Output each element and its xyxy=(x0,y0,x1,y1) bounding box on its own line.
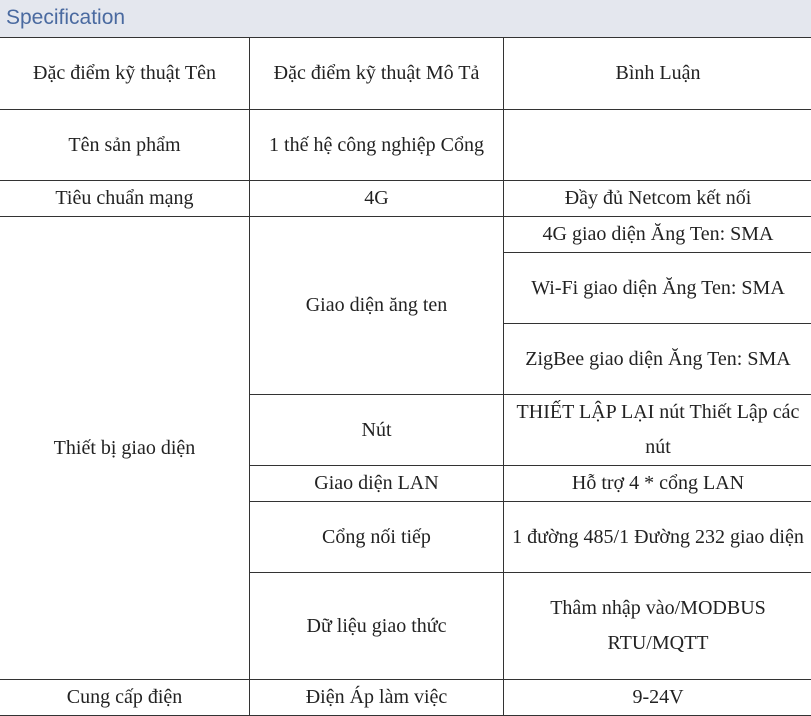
col-header-comment: Bình Luận xyxy=(504,38,811,110)
col-header-name: Đặc điểm kỹ thuật Tên xyxy=(0,38,250,110)
spec-header-bar xyxy=(0,0,811,38)
cell-antenna-interface: Giao diện ăng ten xyxy=(250,217,504,395)
cell-power-supply-description: Điện Áp làm việc xyxy=(250,680,504,716)
cell-network-standard-comment: Đầy đủ Netcom kết nối xyxy=(504,181,811,217)
cell-power-supply-comment: 9-24V xyxy=(504,680,811,716)
table-header-row xyxy=(0,38,811,110)
table-row xyxy=(0,181,811,217)
cell-network-standard-description: 4G xyxy=(250,181,504,217)
cell-serial-label: Cổng nối tiếp xyxy=(250,502,504,573)
cell-button-comment: THIẾT LẬP LẠI nút Thiết Lập các nút xyxy=(504,395,811,466)
table-row xyxy=(0,110,811,181)
cell-lan-comment: Hỗ trợ 4 * cổng LAN xyxy=(504,466,811,502)
row-label-product-name: Tên sản phẩm xyxy=(0,110,250,181)
col-header-description: Đặc điểm kỹ thuật Mô Tả xyxy=(250,38,504,110)
table-row xyxy=(0,217,811,253)
row-label-network-standard: Tiêu chuẩn mạng xyxy=(0,181,250,217)
cell-button-label: Nút xyxy=(250,395,504,466)
row-label-power-supply: Cung cấp điện xyxy=(0,680,250,716)
cell-lan-label: Giao diện LAN xyxy=(250,466,504,502)
cell-antenna-comment-4g: 4G giao diện Ăng Ten: SMA xyxy=(504,217,811,253)
cell-data-protocol-description: Thâm nhập vào/MODBUS RTU/MQTT xyxy=(504,573,811,680)
spec-title: Specification xyxy=(6,6,126,29)
spec-table xyxy=(0,37,811,716)
cell-serial-comment: 1 đường 485/1 Đường 232 giao diện xyxy=(504,502,811,573)
row-label-data-protocol: Dữ liệu giao thức xyxy=(250,573,504,680)
cell-antenna-comment-wifi: Wi-Fi giao diện Ăng Ten: SMA xyxy=(504,253,811,324)
cell-product-name-description: 1 thế hệ công nghiệp Cổng xyxy=(250,110,504,181)
row-label-interface-device: Thiết bị giao diện xyxy=(0,217,250,680)
cell-product-name-comment xyxy=(504,110,811,181)
cell-antenna-comment-zigbee: ZigBee giao diện Ăng Ten: SMA xyxy=(504,324,811,395)
table-row xyxy=(0,680,811,716)
